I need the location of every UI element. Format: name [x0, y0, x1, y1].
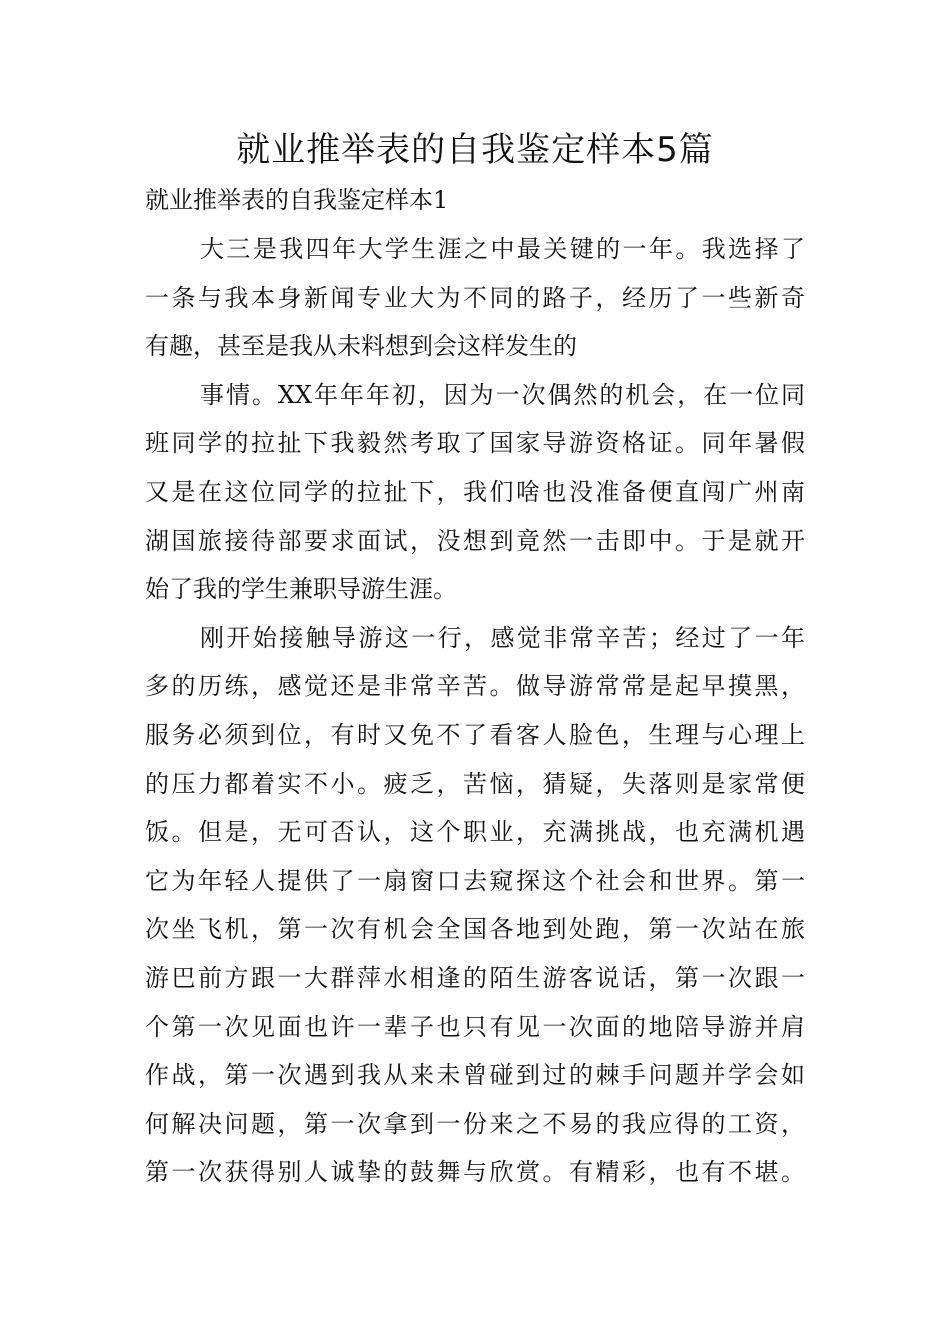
- text-line: 的压力都着实不小。疲乏，苦恼，猜疑，失落则是家常便: [145, 769, 805, 798]
- text-line: 大三是我四年大学生涯之中最关键的一年。我选择了: [200, 235, 805, 263]
- text-line: 饭。但是，无可否认，这个职业，充满挑战，也充满机遇: [145, 818, 805, 847]
- body-text: [145, 225, 805, 1197]
- text-line: 刚开始接触导游这一行，感觉非常辛苦；经过了一年: [200, 623, 805, 652]
- text-line: 服务必须到位，有时又免不了看客人脸色，生理与心理上: [145, 720, 805, 749]
- section-heading: 就业推举表的自我鉴定样本1: [145, 186, 449, 214]
- text-line: 它为年轻人提供了一扇窗口去窥探这个社会和世界。第一: [145, 866, 805, 895]
- text-line: 次坐飞机，第一次有机会全国各地到处跑，第一次站在旅: [145, 915, 805, 944]
- text-line: 班同学的拉扯下我毅然考取了国家导游资格证。同年暑假: [145, 429, 805, 458]
- text-line: 游巴前方跟一大群萍水相逢的陌生游客说话，第一次跟一: [145, 963, 805, 992]
- document-title: 就业推举表的自我鉴定样本5篇: [236, 130, 714, 170]
- text-line: 有趣，甚至是我从未料想到会这样发生的: [145, 332, 577, 361]
- text-line: 个第一次见面也许一辈子也只有见一次面的地陪导游并肩: [145, 1012, 805, 1041]
- text-line: 一条与我本身新闻专业大为不同的路子，经历了一些新奇: [145, 283, 805, 312]
- text-line: 事情。XX年年年初，因为一次偶然的机会，在一位同: [200, 380, 805, 409]
- text-line: 第一次获得别人诚挚的鼓舞与欣赏。有精彩，也有不堪。: [145, 1158, 805, 1187]
- text-line: 始了我的学生兼职导游生涯。: [145, 575, 457, 604]
- text-line: 作战，第一次遇到我从来未曾碰到过的棘手问题并学会如: [145, 1061, 805, 1090]
- text-line: 何解决问题，第一次拿到一份来之不易的我应得的工资，: [145, 1109, 805, 1138]
- text-line: 湖国旅接待部要求面试，没想到竟然一击即中。于是就开: [145, 526, 805, 555]
- text-line: 又是在这位同学的拉扯下，我们啥也没准备便直闯广州南: [145, 477, 805, 506]
- text-line: 多的历练，感觉还是非常辛苦。做导游常常是起早摸黑，: [145, 672, 805, 701]
